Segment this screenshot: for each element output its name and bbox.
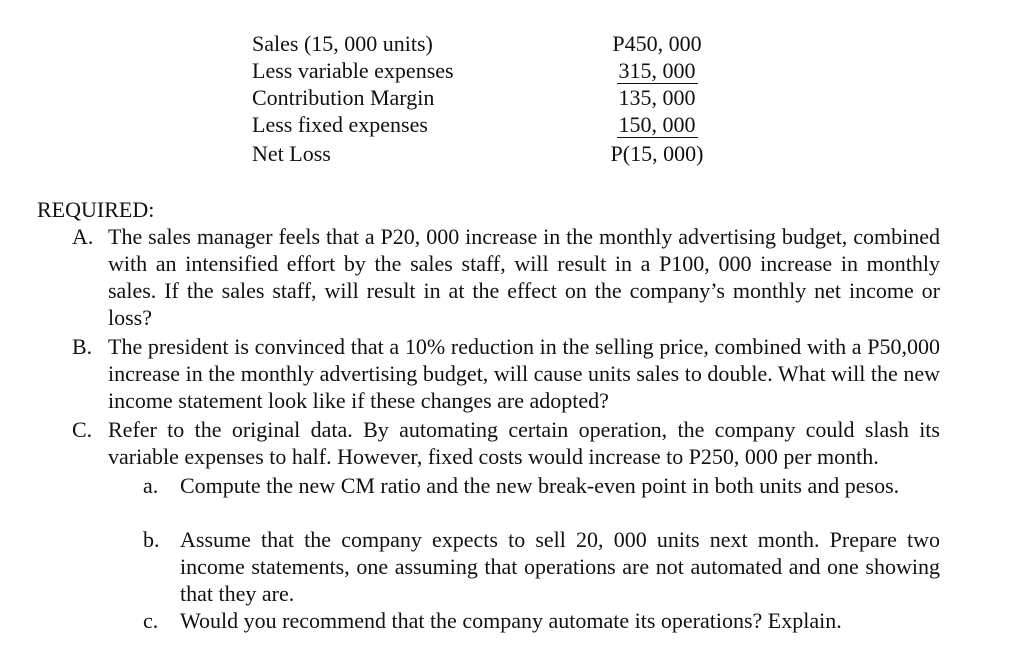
question-text: The president is convinced that a 10% reduction in the selling price, combined with a P50,000 increase in the monthly advertising budget, will cause units sales to double. What will the new income statement look like if these changes are adopted? [108,334,940,413]
question-marker: C. [72,417,93,442]
row-label: Net Loss [252,141,331,166]
row-amount: P(15, 000) [610,141,704,166]
subitem-text: Compute the new CM ratio and the new break-even point in both units and pesos. [180,473,900,498]
subitem-marker: c. [143,608,159,633]
row-amount [602,111,712,138]
subitem-text: Assume that the company expects to sell 20, 000 units next month. Prepare two income statements, one assuming that operations are not automated and one showing that they are. [180,527,940,606]
statement-row-sales [252,30,722,57]
statement-row-variable-expenses [252,57,722,84]
row-amount: 135, 000 [618,85,696,110]
question-text: The sales manager feels that a P20, 000 increase in the monthly advertising budget, combined with an intensified effort by the sales staff, will result in a P100, 000 increase in monthly sales. If the sales staff, will result in at the effect on the company’s monthly net income or loss? [108,224,940,330]
subitem-marker: b. [143,527,160,552]
row-label: Contribution Margin [252,85,435,110]
row-amount-value: 315, 000 [618,58,696,83]
statement-row-fixed-expenses [252,111,722,138]
row-amount [602,57,712,84]
question-marker: A. [72,224,94,249]
subitem-text: Would you recommend that the company automate its operations? Explain. [180,608,842,633]
subitem-marker: a. [143,473,159,498]
statement-row-net-loss [252,140,722,167]
row-label: Less variable expenses [252,58,454,83]
question-text: Refer to the original data. By automating certain operation, the company could slash its variable expenses to half. However, fixed costs would increase to P250, 000 per month. [108,417,940,469]
row-label: Sales (15, 000 units) [252,31,433,56]
row-amount-value: 150, 000 [618,112,696,137]
question-marker: B. [72,334,93,359]
required-heading: REQUIRED: [37,197,155,222]
row-label: Less fixed expenses [252,112,428,137]
row-amount: P450, 000 [612,31,702,56]
statement-row-contribution-margin [252,84,722,111]
